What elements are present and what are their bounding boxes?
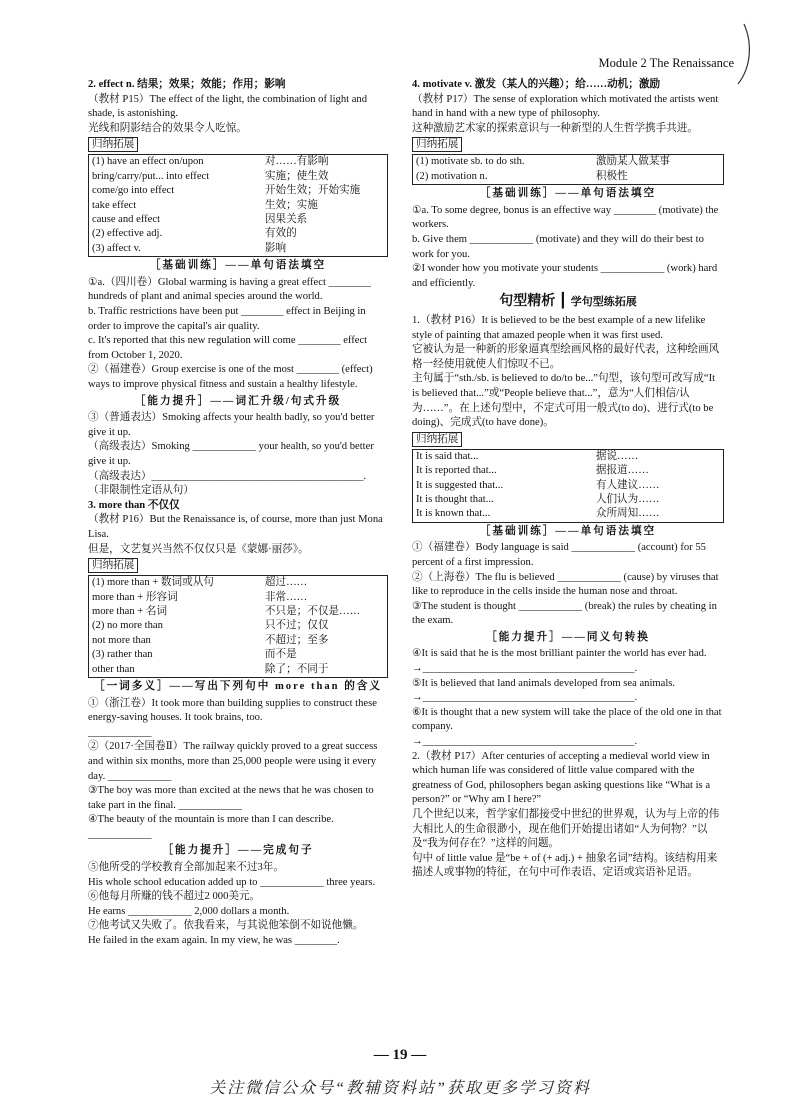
text-paragraph: 2.（教材 P17）After centuries of accepting a medieval world view in which human life was considered of little value compared with the greatness of God, philosophers began asking questions like “What is a person?” or “Why am I here?” <box>412 750 711 806</box>
section-heading: ［能力提升］——词汇升级/句式升级 <box>134 395 342 407</box>
text-paragraph: He earns ____________ 2,000 dollars a month. <box>88 905 290 917</box>
text-paragraph: ⑤他所受的学校教育全部加起来不过3年。 <box>88 862 284 874</box>
meaning-cell: 实施；使生效 <box>264 170 329 182</box>
text-paragraph: ③The boy was more than excited at the news that he was chosen to take part in the final. ____________ <box>88 785 374 811</box>
table-row <box>413 493 724 507</box>
phrase-cell: It is known that... <box>416 508 491 520</box>
text-paragraph: ⑤It is believed that land animals developed from sea animals. <box>412 677 676 689</box>
left-column <box>88 78 388 949</box>
table-row <box>89 213 388 227</box>
meaning-cell: 众所周知…… <box>595 508 660 520</box>
phrase-cell: (1) more than + 数词或从句 <box>92 577 214 589</box>
text-paragraph: He failed in the exam again. In my view, he was ________. <box>88 935 340 947</box>
text-paragraph: b. Traffic restrictions have been put ________ effect in Beijing in order to improve the capital's air quality. <box>88 306 366 332</box>
summary-label-wrap <box>88 557 388 574</box>
table-row <box>413 155 724 170</box>
meaning-cell: 影响 <box>264 242 287 254</box>
text-paragraph: ①a.（四川卷）Global warming is having a great effect ________ hundreds of plant and animal species around the world. <box>88 276 371 303</box>
summary-label: 归纳拓展 <box>88 558 138 573</box>
table-row <box>413 479 724 493</box>
table-row <box>89 634 388 648</box>
summary-label: 归纳拓展 <box>412 137 462 152</box>
meaning-cell: 激励某人做某事 <box>595 156 671 168</box>
section-heading-wrap <box>412 525 724 540</box>
table-row <box>89 242 388 257</box>
phrase-cell: more than + 名词 <box>92 605 168 617</box>
table-row <box>89 663 388 678</box>
phrase-cell: other than <box>92 663 135 675</box>
text-paragraph: ①（浙江卷）It took more than building supplies to construct these energy-saving houses. It took brains, too. <box>88 697 377 724</box>
text-paragraph: ①a. To some degree, bonus is an effective way ________ (motivate) the workers. <box>412 204 719 231</box>
table-row <box>413 464 724 478</box>
phrase-cell: (2) no more than <box>92 620 163 632</box>
text-paragraph: （高级表达）Smoking ____________ your health, so you'd better give it up. <box>88 441 374 467</box>
phrase-cell: It is reported that... <box>416 465 497 477</box>
major-section-subtitle: 学句型练拓展 <box>570 296 637 309</box>
summary-table <box>412 154 724 185</box>
major-section-title: 句型精析 <box>499 294 556 310</box>
meaning-cell: 超过…… <box>264 577 308 589</box>
entry-title: 4. motivate v. 激发（某人的兴趣）；给……动机；激励 <box>412 79 661 90</box>
table-row <box>89 576 388 591</box>
meaning-cell: 不超过；至多 <box>264 634 329 646</box>
table-row <box>89 184 388 198</box>
text-paragraph: ____________ <box>88 726 152 738</box>
section-heading-wrap <box>88 259 388 274</box>
phrase-cell: (3) rather than <box>92 649 153 661</box>
summary-label-wrap <box>88 136 388 153</box>
phrase-cell: more than + 形容词 <box>92 591 178 603</box>
divider: ┃ <box>555 294 571 310</box>
meaning-cell: 对……有影响 <box>264 156 329 168</box>
text-paragraph: ②（上海卷）The flu is believed ____________ (cause) by viruses that like to reproduce in the cells inside the human nose and throat. <box>412 571 719 598</box>
table-row <box>413 170 724 185</box>
text-paragraph: 1.（教材 P16）It is believed to be the best example of a new lifelike style of painting that amazed people when it was first used. <box>412 314 706 341</box>
table-row <box>89 605 388 619</box>
phrase-cell: (1) motivate sb. to do sth. <box>416 156 525 168</box>
major-section-heading <box>412 295 724 310</box>
table-row <box>413 507 724 522</box>
text-paragraph: ③（普通表达）Smoking affects your health badly, so you'd better give it up. <box>88 412 375 438</box>
section-heading: ［基础训练］——单句语法填空 <box>149 260 327 272</box>
text-paragraph: ③The student is thought ____________ (break) the rules by cheating in the exam. <box>412 600 717 627</box>
phrase-cell: bring/carry/put... into effect <box>92 170 210 182</box>
text-paragraph: （教材 P17）The sense of exploration which motivated the artists went hand in hand with a new type of philosophy. <box>412 93 719 120</box>
phrase-cell: It is suggested that... <box>416 479 504 491</box>
text-paragraph: （教材 P15）The effect of the light, the combination of light and shade, is astonishing. <box>88 93 368 120</box>
table-row <box>89 155 388 170</box>
text-paragraph: 但是，文艺复兴当然不仅仅只是《蒙娜·丽莎》。 <box>88 543 309 555</box>
section-heading-wrap <box>412 187 724 202</box>
text-paragraph: ④It is said that he is the most brilliant painter the world has ever had. <box>412 648 707 660</box>
phrase-cell: (1) have an effect on/upon <box>92 156 204 168</box>
phrase-cell: not more than <box>92 634 151 646</box>
meaning-cell: 除了；不同于 <box>264 663 329 675</box>
section-heading: ［能力提升］——同义句转换 <box>486 631 650 643</box>
meaning-cell: 积极性 <box>595 170 628 182</box>
text-paragraph: His whole school education added up to ____________ three years. <box>88 876 376 888</box>
summary-label-wrap <box>412 136 724 153</box>
summary-table <box>88 575 388 678</box>
text-paragraph: c. It's reported that this new regulation will come ________ effect from October 1, 2020. <box>88 335 368 361</box>
running-header: Module 2 The Renaissance <box>598 56 734 70</box>
text-paragraph: →________________________________________. <box>412 736 638 748</box>
section-heading: ［能力提升］——完成句子 <box>162 845 314 857</box>
footer-note: 关注微信公众号“教辅资料站”获取更多学习资料 <box>209 1080 591 1097</box>
section-heading-wrap <box>88 844 388 859</box>
text-paragraph: →________________________________________. <box>412 692 638 704</box>
text-paragraph: ⑦他考试又失败了。依我看来，与其说他笨倒不如说他懒。 <box>88 920 364 932</box>
entry-title: 3. more than 不仅仅 <box>88 499 180 511</box>
meaning-cell: 不只是；不仅是…… <box>264 605 361 617</box>
text-paragraph: （教材 P16）But the Renaissance is, of course, more than just Mona Lisa. <box>88 514 383 540</box>
meaning-cell: 有效的 <box>264 228 297 240</box>
text-paragraph: 这种激励艺术家的探索意识与一种新型的人生哲学携手共进。 <box>412 122 699 134</box>
table-row <box>89 648 388 662</box>
section-heading: ［基础训练］——单句语法填空 <box>479 525 657 537</box>
entry-title: 2. effect n. 结果；效果；效能；作用；影响 <box>88 79 286 90</box>
meaning-cell: 非常…… <box>264 591 308 603</box>
meaning-cell: 有人建议…… <box>595 479 660 491</box>
summary-label: 归纳拓展 <box>88 137 138 152</box>
text-paragraph: →________________________________________. <box>412 663 638 675</box>
text-paragraph: ②I wonder how you motivate your students ____________ (work) hard and efficiently. <box>412 263 718 289</box>
text-paragraph: ④The beauty of the mountain is more than I can describe. ____________ <box>88 814 334 840</box>
table-row <box>89 227 388 241</box>
meaning-cell: 人们认为…… <box>595 493 660 505</box>
text-paragraph: ②（福建卷）Group exercise is one of the most ________ (effect) ways to improve physical fitness and sustain a healthy lifestyle. <box>88 364 373 390</box>
phrase-cell: cause and effect <box>92 214 161 225</box>
summary-label: 归纳拓展 <box>412 432 462 447</box>
summary-table <box>412 449 724 523</box>
text-paragraph: （非限制性定语从句） <box>88 485 194 497</box>
text-paragraph: 光线和阴影结合的效果令人吃惊。 <box>88 122 247 134</box>
section-heading-wrap <box>412 631 724 646</box>
section-heading-wrap <box>88 680 388 695</box>
meaning-cell: 开始生效；开始实施 <box>264 185 361 197</box>
text-paragraph: 句中 of little value 是“be + of (+ adj.) + 抽象名词”结构。该结构用来描述人或事物的特征，在句中可作表语、定语或宾语补足语。 <box>412 852 718 879</box>
meaning-cell: 而不是 <box>264 649 297 661</box>
phrase-cell: take effect <box>92 199 137 211</box>
phrase-cell: come/go into effect <box>92 185 175 197</box>
phrase-cell: (3) affect v. <box>92 242 141 254</box>
meaning-cell: 只不过；仅仅 <box>264 620 329 632</box>
table-row <box>89 591 388 605</box>
section-heading: ［基础训练］——单句语法填空 <box>479 188 657 200</box>
table-row <box>89 170 388 184</box>
phrase-cell: (2) motivation n. <box>416 170 488 182</box>
right-column <box>412 78 724 881</box>
summary-label-wrap <box>412 431 724 448</box>
text-paragraph: ⑥他每月所赚的钱不超过2 000美元。 <box>88 891 261 903</box>
meaning-cell: 因果关系 <box>264 214 308 225</box>
phrase-cell: It is said that... <box>416 450 479 462</box>
text-paragraph: 主句属于“sth./sb. is believed to do/to be...”句型，该句型可改写成“It is believed that...”或“People believe that...”，意为“人们相信/认为……”。在上述句型中，不定式可用一般式(to do)、进行式(to be doing)、完成式(to have done)。 <box>412 373 716 429</box>
text-paragraph: ①（福建卷）Body language is said ____________ (account) for 55 percent of a first impression. <box>412 542 706 568</box>
text-paragraph: （高级表达）________________________________________. <box>88 470 367 482</box>
text-paragraph: ⑥It is thought that a new system will take the place of the old one in that company. <box>412 706 722 733</box>
table-row <box>89 619 388 633</box>
text-paragraph: b. Give them ____________ (motivate) and they will do their best to work for you. <box>412 233 704 260</box>
section-heading: ［一词多义］——写出下列句中 more than 的含义 <box>94 680 382 692</box>
table-row <box>413 449 724 464</box>
text-paragraph: 它被认为是一种新的形象逼真型绘画风格的最好代表，这种绘画风格一经使用就使人们惊叹不已。 <box>412 344 720 370</box>
summary-table <box>88 154 388 257</box>
page-number: — 19 — <box>373 1047 427 1063</box>
table-row <box>89 199 388 213</box>
phrase-cell: It is thought that... <box>416 493 494 505</box>
header-decoration-curve <box>726 22 756 86</box>
text-paragraph: ②（2017·全国卷Ⅱ）The railway quickly proved to a great success and within six months, more than 25,000 people were using it every day. ____________ <box>88 741 378 782</box>
meaning-cell: 据报道…… <box>595 465 649 477</box>
text-paragraph: 几个世纪以来，哲学家们都接受中世纪的世界观，认为与上帝的伟大相比人的生命很渺小，现在他们开始提出诸如“人为何物？”以及“我为何存在？”这样的问题。 <box>412 809 720 850</box>
phrase-cell: (2) effective adj. <box>92 228 163 240</box>
meaning-cell: 生效；实施 <box>264 199 318 211</box>
section-heading-wrap <box>88 395 388 410</box>
meaning-cell: 据说…… <box>595 450 639 462</box>
